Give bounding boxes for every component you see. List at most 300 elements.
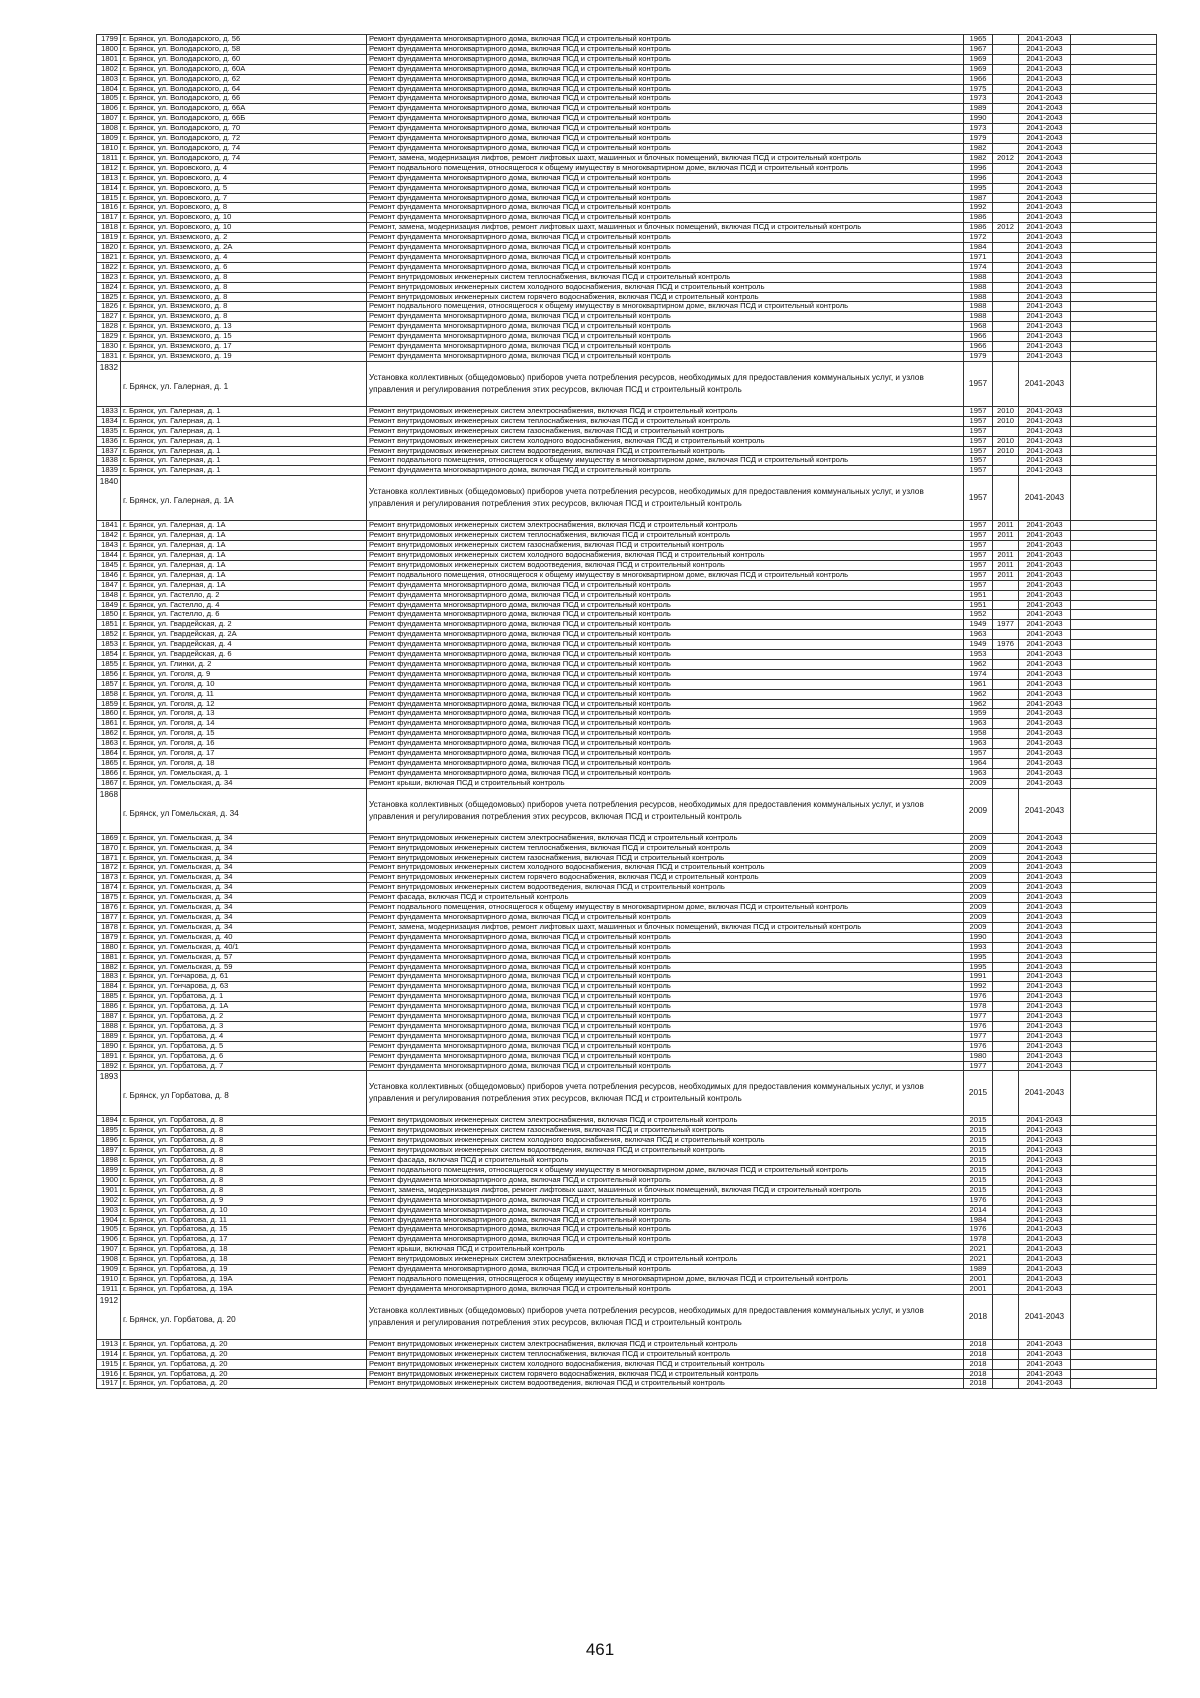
work-type-cell: Ремонт фундамента многоквартирного дома, включая ПСД и строительный контроль (367, 104, 964, 114)
address-cell: г. Брянск, ул. Гоголя, д. 15 (121, 729, 367, 739)
built-year-cell: 2018 (964, 1369, 993, 1379)
empty-cell (1071, 1294, 1157, 1339)
empty-cell (1071, 1225, 1157, 1235)
last-repair-year-cell (993, 262, 1019, 272)
work-type-cell: Установка коллективных (общедомовых) приборов учета потребления ресурсов, необходимых для предоставления коммунальных услуг, и узлов управления и регулирования потребления этих ресурсов, включая ПСД и строительный контроль (367, 1294, 964, 1339)
work-type-cell: Ремонт внутридомовых инженерных систем водоотведения, включая ПСД и строительный контроль (367, 1379, 964, 1389)
table-row (97, 1195, 1157, 1205)
planned-period-cell: 2041-2043 (1019, 932, 1071, 942)
address-cell: г. Брянск, ул. Горбатова, д. 19А (121, 1284, 367, 1294)
table-row (97, 580, 1157, 590)
planned-period-cell: 2041-2043 (1019, 873, 1071, 883)
work-type-cell: Ремонт фундамента многоквартирного дома, включая ПСД и строительный контроль (367, 640, 964, 650)
last-repair-year-cell (993, 1284, 1019, 1294)
last-repair-year-cell (993, 1175, 1019, 1185)
row-number: 1909 (97, 1265, 121, 1275)
row-number: 1801 (97, 54, 121, 64)
address-cell: г. Брянск, ул. Гоголя, д. 11 (121, 689, 367, 699)
address-cell: г. Брянск, ул. Горбатова, д. 8 (121, 1175, 367, 1185)
work-type-cell: Ремонт фундамента многоквартирного дома, включая ПСД и строительный контроль (367, 590, 964, 600)
built-year-cell: 1996 (964, 163, 993, 173)
work-type-cell: Ремонт фундамента многоквартирного дома, включая ПСД и строительный контроль (367, 252, 964, 262)
empty-cell (1071, 272, 1157, 282)
built-year-cell: 1951 (964, 600, 993, 610)
row-number: 1917 (97, 1379, 121, 1389)
planned-period-cell: 2041-2043 (1019, 1061, 1071, 1071)
planned-period-cell: 2041-2043 (1019, 1002, 1071, 1012)
built-year-cell: 1959 (964, 709, 993, 719)
work-type-cell: Ремонт фундамента многоквартирного дома, включая ПСД и строительный контроль (367, 1235, 964, 1245)
built-year-cell: 1963 (964, 719, 993, 729)
work-type-cell: Ремонт фундамента многоквартирного дома, включая ПСД и строительный контроль (367, 942, 964, 952)
row-number: 1867 (97, 778, 121, 788)
row-number: 1822 (97, 262, 121, 272)
address-cell: г. Брянск, ул. Вяземского, д. 15 (121, 332, 367, 342)
address-cell: г. Брянск, ул. Гомельская, д. 34 (121, 912, 367, 922)
address-cell: г. Брянск, ул. Глинки, д. 2 (121, 659, 367, 669)
built-year-cell: 1980 (964, 1051, 993, 1061)
built-year-cell: 1966 (964, 342, 993, 352)
address-cell: г. Брянск, ул. Горбатова, д. 4 (121, 1031, 367, 1041)
address-cell: г. Брянск, ул. Володарского, д. 66 (121, 94, 367, 104)
planned-period-cell: 2041-2043 (1019, 1369, 1071, 1379)
table-row (97, 912, 1157, 922)
table-row (97, 620, 1157, 630)
planned-period-cell: 2041-2043 (1019, 992, 1071, 1002)
row-number: 1881 (97, 952, 121, 962)
work-type-cell: Ремонт, замена, модернизация лифтов, ремонт лифтовых шахт, машинных и блочных помещений, включая ПСД и строительный контроль (367, 922, 964, 932)
built-year-cell: 1949 (964, 640, 993, 650)
last-repair-year-cell (993, 689, 1019, 699)
work-type-cell: Ремонт внутридомовых инженерных систем электроснабжения, включая ПСД и строительный контроль (367, 1255, 964, 1265)
table-row (97, 1031, 1157, 1041)
row-number: 1895 (97, 1126, 121, 1136)
built-year-cell: 1977 (964, 1061, 993, 1071)
address-cell: г. Брянск, ул. Вяземского, д. 8 (121, 282, 367, 292)
empty-cell (1071, 302, 1157, 312)
row-number: 1838 (97, 456, 121, 466)
row-number: 1799 (97, 35, 121, 45)
address-cell: г. Брянск, ул. Гончарова, д. 61 (121, 972, 367, 982)
last-repair-year-cell (993, 1156, 1019, 1166)
work-type-cell: Ремонт внутридомовых инженерных систем газоснабжения, включая ПСД и строительный контроль (367, 426, 964, 436)
last-repair-year-cell (993, 863, 1019, 873)
empty-cell (1071, 84, 1157, 94)
planned-period-cell: 2041-2043 (1019, 35, 1071, 45)
built-year-cell: 1969 (964, 64, 993, 74)
table-row (97, 54, 1157, 64)
empty-cell (1071, 466, 1157, 476)
work-type-cell: Ремонт фундамента многоквартирного дома, включая ПСД и строительный контроль (367, 610, 964, 620)
empty-cell (1071, 992, 1157, 1002)
table-row (97, 1349, 1157, 1359)
address-cell: г. Брянск, ул. Горбатова, д. 19А (121, 1274, 367, 1284)
table-row (97, 729, 1157, 739)
work-type-cell: Ремонт фундамента многоквартирного дома, включая ПСД и строительный контроль (367, 1175, 964, 1185)
row-number: 1836 (97, 436, 121, 446)
row-number: 1870 (97, 843, 121, 853)
planned-period-cell: 2041-2043 (1019, 282, 1071, 292)
last-repair-year-cell (993, 282, 1019, 292)
planned-period-cell: 2041-2043 (1019, 541, 1071, 551)
planned-period-cell: 2041-2043 (1019, 223, 1071, 233)
table-row (97, 1061, 1157, 1071)
table-row (97, 1116, 1157, 1126)
empty-cell (1071, 942, 1157, 952)
address-cell: г. Брянск, ул. Воровского, д. 4 (121, 163, 367, 173)
empty-cell (1071, 252, 1157, 262)
planned-period-cell: 2041-2043 (1019, 1116, 1071, 1126)
planned-period-cell: 2041-2043 (1019, 550, 1071, 560)
address-cell: г. Брянск, ул Гомельская, д. 34 (121, 788, 367, 833)
row-number: 1901 (97, 1185, 121, 1195)
empty-cell (1071, 659, 1157, 669)
last-repair-year-cell: 2011 (993, 550, 1019, 560)
table-row (97, 541, 1157, 551)
built-year-cell: 1974 (964, 669, 993, 679)
built-year-cell: 2015 (964, 1071, 993, 1116)
address-cell: г. Брянск, ул. Вяземского, д. 8 (121, 292, 367, 302)
built-year-cell: 1990 (964, 114, 993, 124)
address-cell: г. Брянск, ул. Воровского, д. 4 (121, 173, 367, 183)
last-repair-year-cell (993, 302, 1019, 312)
table-row (97, 922, 1157, 932)
table-row (97, 1215, 1157, 1225)
work-type-cell: Ремонт фундамента многоквартирного дома, включая ПСД и строительный контроль (367, 912, 964, 922)
planned-period-cell: 2041-2043 (1019, 1349, 1071, 1359)
empty-cell (1071, 620, 1157, 630)
work-type-cell: Ремонт фундамента многоквартирного дома, включая ПСД и строительный контроль (367, 952, 964, 962)
empty-cell (1071, 560, 1157, 570)
address-cell: г. Брянск, ул. Горбатова, д. 8 (121, 1136, 367, 1146)
row-number: 1889 (97, 1031, 121, 1041)
address-cell: г. Брянск, ул. Горбатова, д. 18 (121, 1255, 367, 1265)
address-cell: г. Брянск, ул. Галерная, д. 1 (121, 426, 367, 436)
row-number: 1851 (97, 620, 121, 630)
empty-cell (1071, 952, 1157, 962)
planned-period-cell: 2041-2043 (1019, 521, 1071, 531)
empty-cell (1071, 1126, 1157, 1136)
last-repair-year-cell (993, 962, 1019, 972)
built-year-cell: 1976 (964, 992, 993, 1002)
built-year-cell: 1964 (964, 759, 993, 769)
planned-period-cell: 2041-2043 (1019, 183, 1071, 193)
table-row (97, 669, 1157, 679)
table-row (97, 521, 1157, 531)
address-cell: г. Брянск, ул. Гоголя, д. 13 (121, 709, 367, 719)
last-repair-year-cell: 1976 (993, 640, 1019, 650)
empty-cell (1071, 1339, 1157, 1349)
planned-period-cell: 2041-2043 (1019, 833, 1071, 843)
last-repair-year-cell (993, 44, 1019, 54)
work-type-cell: Ремонт фундамента многоквартирного дома, включая ПСД и строительный контроль (367, 689, 964, 699)
table-row (97, 853, 1157, 863)
work-type-cell: Ремонт фундамента многоквартирного дома, включая ПСД и строительный контроль (367, 1284, 964, 1294)
address-cell: г. Брянск, ул. Гвардейская, д. 2 (121, 620, 367, 630)
empty-cell (1071, 1071, 1157, 1116)
work-type-cell: Ремонт фундамента многоквартирного дома, включая ПСД и строительный контроль (367, 1051, 964, 1061)
planned-period-cell: 2041-2043 (1019, 560, 1071, 570)
last-repair-year-cell (993, 1255, 1019, 1265)
built-year-cell: 1976 (964, 1225, 993, 1235)
built-year-cell: 1957 (964, 436, 993, 446)
empty-cell (1071, 922, 1157, 932)
last-repair-year-cell (993, 1031, 1019, 1041)
built-year-cell: 1989 (964, 1265, 993, 1275)
work-type-cell: Ремонт внутридомовых инженерных систем электроснабжения, включая ПСД и строительный контроль (367, 406, 964, 416)
built-year-cell: 2009 (964, 893, 993, 903)
planned-period-cell: 2041-2043 (1019, 1146, 1071, 1156)
work-type-cell: Ремонт фундамента многоквартирного дома, включая ПСД и строительный контроль (367, 233, 964, 243)
planned-period-cell: 2041-2043 (1019, 580, 1071, 590)
empty-cell (1071, 1051, 1157, 1061)
work-type-cell: Ремонт внутридомовых инженерных систем водоотведения, включая ПСД и строительный контроль (367, 1146, 964, 1156)
last-repair-year-cell (993, 203, 1019, 213)
built-year-cell: 1952 (964, 610, 993, 620)
last-repair-year-cell (993, 1146, 1019, 1156)
table-row (97, 610, 1157, 620)
work-type-cell: Ремонт фундамента многоквартирного дома, включая ПСД и строительный контроль (367, 54, 964, 64)
table-row (97, 143, 1157, 153)
work-type-cell: Ремонт фундамента многоквартирного дома, включая ПСД и строительный контроль (367, 729, 964, 739)
address-cell: г. Брянск, ул. Гоголя, д. 17 (121, 749, 367, 759)
row-number: 1803 (97, 74, 121, 84)
planned-period-cell: 2041-2043 (1019, 406, 1071, 416)
built-year-cell: 1972 (964, 233, 993, 243)
row-number: 1857 (97, 679, 121, 689)
row-number: 1821 (97, 252, 121, 262)
empty-cell (1071, 749, 1157, 759)
empty-cell (1071, 630, 1157, 640)
built-year-cell: 1988 (964, 282, 993, 292)
built-year-cell: 1975 (964, 84, 993, 94)
row-number: 1858 (97, 689, 121, 699)
work-type-cell: Ремонт внутридомовых инженерных систем теплоснабжения, включая ПСД и строительный контроль (367, 416, 964, 426)
address-cell: г. Брянск, ул. Вяземского, д. 4 (121, 252, 367, 262)
planned-period-cell: 2041-2043 (1019, 1225, 1071, 1235)
planned-period-cell: 2041-2043 (1019, 332, 1071, 342)
empty-cell (1071, 932, 1157, 942)
table-row (97, 659, 1157, 669)
row-number: 1865 (97, 759, 121, 769)
built-year-cell: 1973 (964, 94, 993, 104)
built-year-cell: 1986 (964, 223, 993, 233)
row-number: 1912 (97, 1294, 121, 1339)
empty-cell (1071, 689, 1157, 699)
last-repair-year-cell: 2012 (993, 223, 1019, 233)
planned-period-cell: 2041-2043 (1019, 252, 1071, 262)
empty-cell (1071, 1185, 1157, 1195)
last-repair-year-cell (993, 659, 1019, 669)
row-number: 1886 (97, 1002, 121, 1012)
planned-period-cell: 2041-2043 (1019, 1021, 1071, 1031)
work-type-cell: Ремонт подвального помещения, относящегося к общему имуществу в многоквартирном доме, включая ПСД и строительный контроль (367, 570, 964, 580)
address-cell: г. Брянск, ул. Горбатова, д. 9 (121, 1195, 367, 1205)
empty-cell (1071, 1274, 1157, 1284)
address-cell: г. Брянск, ул. Гастелло, д. 6 (121, 610, 367, 620)
row-number: 1850 (97, 610, 121, 620)
planned-period-cell: 2041-2043 (1019, 456, 1071, 466)
built-year-cell: 1984 (964, 1215, 993, 1225)
address-cell: г. Брянск, ул. Гвардейская, д. 4 (121, 640, 367, 650)
table-row (97, 1002, 1157, 1012)
last-repair-year-cell (993, 292, 1019, 302)
last-repair-year-cell (993, 580, 1019, 590)
address-cell: г. Брянск, ул. Галерная, д. 1 (121, 456, 367, 466)
empty-cell (1071, 134, 1157, 144)
built-year-cell: 2015 (964, 1126, 993, 1136)
planned-period-cell: 2041-2043 (1019, 426, 1071, 436)
table-row (97, 699, 1157, 709)
empty-cell (1071, 1166, 1157, 1176)
work-type-cell: Ремонт внутридомовых инженерных систем теплоснабжения, включая ПСД и строительный контроль (367, 272, 964, 282)
planned-period-cell: 2041-2043 (1019, 1265, 1071, 1275)
planned-period-cell: 2041-2043 (1019, 719, 1071, 729)
repair-works-table (96, 34, 1157, 1389)
planned-period-cell: 2041-2043 (1019, 709, 1071, 719)
built-year-cell: 1951 (964, 590, 993, 600)
last-repair-year-cell (993, 272, 1019, 282)
row-number: 1840 (97, 476, 121, 521)
work-type-cell: Ремонт внутридомовых инженерных систем газоснабжения, включая ПСД и строительный контроль (367, 541, 964, 551)
planned-period-cell: 2041-2043 (1019, 620, 1071, 630)
empty-cell (1071, 883, 1157, 893)
work-type-cell: Ремонт фундамента многоквартирного дома, включая ПСД и строительный контроль (367, 600, 964, 610)
last-repair-year-cell (993, 213, 1019, 223)
built-year-cell: 1996 (964, 173, 993, 183)
planned-period-cell: 2041-2043 (1019, 1205, 1071, 1215)
row-number: 1842 (97, 531, 121, 541)
table-row (97, 134, 1157, 144)
table-row (97, 456, 1157, 466)
address-cell: г. Брянск, ул. Гомельская, д. 34 (121, 893, 367, 903)
built-year-cell: 1974 (964, 262, 993, 272)
address-cell: г. Брянск, ул. Горбатова, д. 8 (121, 1185, 367, 1195)
row-number: 1811 (97, 153, 121, 163)
row-number: 1806 (97, 104, 121, 114)
planned-period-cell: 2041-2043 (1019, 104, 1071, 114)
empty-cell (1071, 1156, 1157, 1166)
work-type-cell: Ремонт крыши, включая ПСД и строительный контроль (367, 1245, 964, 1255)
address-cell: г. Брянск, ул. Горбатова, д. 17 (121, 1235, 367, 1245)
table-row (97, 640, 1157, 650)
planned-period-cell: 2041-2043 (1019, 114, 1071, 124)
empty-cell (1071, 1284, 1157, 1294)
row-number: 1897 (97, 1146, 121, 1156)
address-cell: г. Брянск, ул. Володарского, д. 60 (121, 54, 367, 64)
planned-period-cell: 2041-2043 (1019, 1294, 1071, 1339)
row-number: 1813 (97, 173, 121, 183)
empty-cell (1071, 719, 1157, 729)
table-row (97, 650, 1157, 660)
last-repair-year-cell (993, 883, 1019, 893)
table-row (97, 233, 1157, 243)
work-type-cell: Ремонт подвального помещения, относящегося к общему имуществу в многоквартирном доме, включая ПСД и строительный контроль (367, 1166, 964, 1176)
empty-cell (1071, 322, 1157, 332)
empty-cell (1071, 912, 1157, 922)
built-year-cell: 2021 (964, 1255, 993, 1265)
work-type-cell: Ремонт фундамента многоквартирного дома, включая ПСД и строительный контроль (367, 709, 964, 719)
work-type-cell: Ремонт фундамента многоквартирного дома, включая ПСД и строительный контроль (367, 962, 964, 972)
work-type-cell: Ремонт фундамента многоквартирного дома, включая ПСД и строительный контроль (367, 972, 964, 982)
address-cell: г. Брянск, ул. Галерная, д. 1А (121, 580, 367, 590)
built-year-cell: 1979 (964, 352, 993, 362)
work-type-cell: Установка коллективных (общедомовых) приборов учета потребления ресурсов, необходимых для предоставления коммунальных услуг, и узлов управления и регулирования потребления этих ресурсов, включая ПСД и строительный контроль (367, 361, 964, 406)
planned-period-cell: 2041-2043 (1019, 1284, 1071, 1294)
table-row (97, 361, 1157, 406)
planned-period-cell: 2041-2043 (1019, 54, 1071, 64)
address-cell: г. Брянск, ул. Галерная, д. 1А (121, 476, 367, 521)
planned-period-cell: 2041-2043 (1019, 768, 1071, 778)
planned-period-cell: 2041-2043 (1019, 436, 1071, 446)
empty-cell (1071, 679, 1157, 689)
built-year-cell: 1957 (964, 521, 993, 531)
row-number: 1885 (97, 992, 121, 1002)
work-type-cell: Ремонт фундамента многоквартирного дома, включая ПСД и строительный контроль (367, 768, 964, 778)
work-type-cell: Ремонт фундамента многоквартирного дома, включая ПСД и строительный контроль (367, 1195, 964, 1205)
table-row (97, 768, 1157, 778)
last-repair-year-cell (993, 1265, 1019, 1275)
built-year-cell: 1987 (964, 193, 993, 203)
address-cell: г. Брянск, ул. Володарского, д. 74 (121, 153, 367, 163)
row-number: 1916 (97, 1369, 121, 1379)
work-type-cell: Ремонт фундамента многоквартирного дома, включая ПСД и строительный контроль (367, 669, 964, 679)
built-year-cell: 1957 (964, 541, 993, 551)
work-type-cell: Ремонт фундамента многоквартирного дома, включая ПСД и строительный контроль (367, 679, 964, 689)
empty-cell (1071, 669, 1157, 679)
empty-cell (1071, 416, 1157, 426)
last-repair-year-cell (993, 903, 1019, 913)
planned-period-cell: 2041-2043 (1019, 233, 1071, 243)
address-cell: г. Брянск, ул. Горбатова, д. 20 (121, 1359, 367, 1369)
work-type-cell: Ремонт внутридомовых инженерных систем холодного водоснабжения, включая ПСД и строительный контроль (367, 282, 964, 292)
address-cell: г. Брянск, ул. Гомельская, д. 59 (121, 962, 367, 972)
built-year-cell: 1958 (964, 729, 993, 739)
table-row (97, 94, 1157, 104)
built-year-cell: 1992 (964, 203, 993, 213)
work-type-cell: Ремонт фундамента многоквартирного дома, включая ПСД и строительный контроль (367, 699, 964, 709)
work-type-cell: Ремонт подвального помещения, относящегося к общему имуществу в многоквартирном доме, включая ПСД и строительный контроль (367, 903, 964, 913)
table-row (97, 446, 1157, 456)
row-number: 1899 (97, 1166, 121, 1176)
table-row (97, 203, 1157, 213)
address-cell: г. Брянск, ул. Горбатова, д. 5 (121, 1041, 367, 1051)
built-year-cell: 1957 (964, 416, 993, 426)
planned-period-cell: 2041-2043 (1019, 292, 1071, 302)
last-repair-year-cell (993, 476, 1019, 521)
work-type-cell: Ремонт внутридомовых инженерных систем водоотведения, включая ПСД и строительный контроль (367, 560, 964, 570)
planned-period-cell: 2041-2043 (1019, 982, 1071, 992)
row-number: 1873 (97, 873, 121, 883)
table-row (97, 1274, 1157, 1284)
work-type-cell: Ремонт фундамента многоквартирного дома, включая ПСД и строительный контроль (367, 143, 964, 153)
work-type-cell: Ремонт фундамента многоквартирного дома, включая ПСД и строительный контроль (367, 134, 964, 144)
address-cell: г. Брянск, ул. Галерная, д. 1 (121, 436, 367, 446)
last-repair-year-cell (993, 1245, 1019, 1255)
table-row (97, 560, 1157, 570)
last-repair-year-cell (993, 243, 1019, 253)
row-number: 1826 (97, 302, 121, 312)
address-cell: г. Брянск, ул. Горбатова, д. 19 (121, 1265, 367, 1275)
last-repair-year-cell (993, 1002, 1019, 1012)
work-type-cell: Ремонт крыши, включая ПСД и строительный контроль (367, 778, 964, 788)
address-cell: г. Брянск, ул. Воровского, д. 7 (121, 193, 367, 203)
table-row (97, 952, 1157, 962)
row-number: 1820 (97, 243, 121, 253)
table-row (97, 322, 1157, 332)
built-year-cell: 1990 (964, 932, 993, 942)
last-repair-year-cell (993, 972, 1019, 982)
